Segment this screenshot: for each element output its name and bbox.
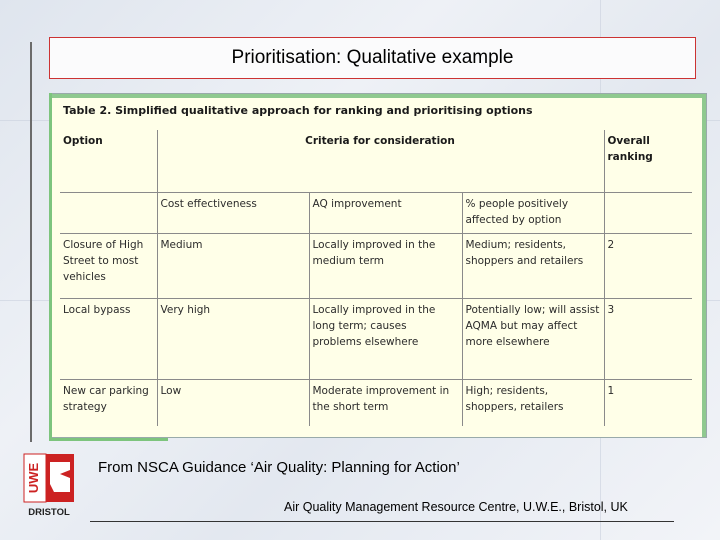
table-row [60, 380, 692, 427]
cell-aq: Locally improved in the medium term [309, 234, 462, 299]
table-row [60, 234, 692, 299]
spacer-row [60, 168, 692, 193]
slide-title: Prioritisation: Qualitative example [231, 47, 514, 68]
cell-rank: 1 [607, 385, 615, 397]
cell-people: High; residents, shoppers, retailers [462, 380, 604, 427]
header-option: Option [60, 130, 157, 168]
subheader-cost: Cost effectiveness [157, 193, 309, 234]
cell-people: Potentially low; will assist AQMA but may affect more elsewhere [462, 299, 604, 380]
footer-text: Air Quality Management Resource Centre, U.W.E., Bristol, UK [284, 500, 628, 514]
subheader-aq: AQ improvement [309, 193, 462, 234]
cell-cost: Very high [157, 299, 309, 380]
cell-option: New car parking strategy [60, 380, 157, 427]
header-overall: Overall [607, 135, 650, 147]
left-rule [30, 42, 32, 442]
cell-option: Local bypass [60, 299, 157, 380]
header-ranking: ranking [607, 151, 653, 163]
table-row [60, 299, 692, 380]
cell-aq: Locally improved in the long term; causes problems elsewhere [309, 299, 462, 380]
cell-cost: Low [157, 380, 309, 427]
logo-bristol-text: DRISTOL [28, 507, 70, 518]
table-image-panel [49, 93, 707, 438]
cell-cost: Medium [157, 234, 309, 299]
subheader-row [60, 193, 692, 234]
logo-uwe-text: UWE [26, 462, 41, 494]
footer-rule [90, 521, 674, 522]
header-overall-ranking [604, 130, 692, 168]
cell-people: Medium; residents, shoppers and retailers [462, 234, 604, 299]
cell-option: Closure of High Street to most vehicles [60, 234, 157, 299]
cell-rank: 2 [604, 234, 692, 299]
uwe-bristol-logo [20, 452, 78, 518]
slide-title-box [49, 37, 696, 79]
cell-rank: 3 [604, 299, 692, 380]
header-criteria: Criteria for consideration [305, 135, 455, 147]
source-caption: From NSCA Guidance ‘Air Quality: Planning for Action’ [98, 459, 460, 476]
subheader-people: % people positively affected by option [462, 193, 604, 234]
cell-aq: Moderate improvement in the short term [309, 380, 462, 427]
qualitative-table [60, 130, 692, 426]
header-row [60, 130, 692, 168]
table-caption: Table 2. Simplified qualitative approach for ranking and prioritising options [63, 104, 533, 117]
